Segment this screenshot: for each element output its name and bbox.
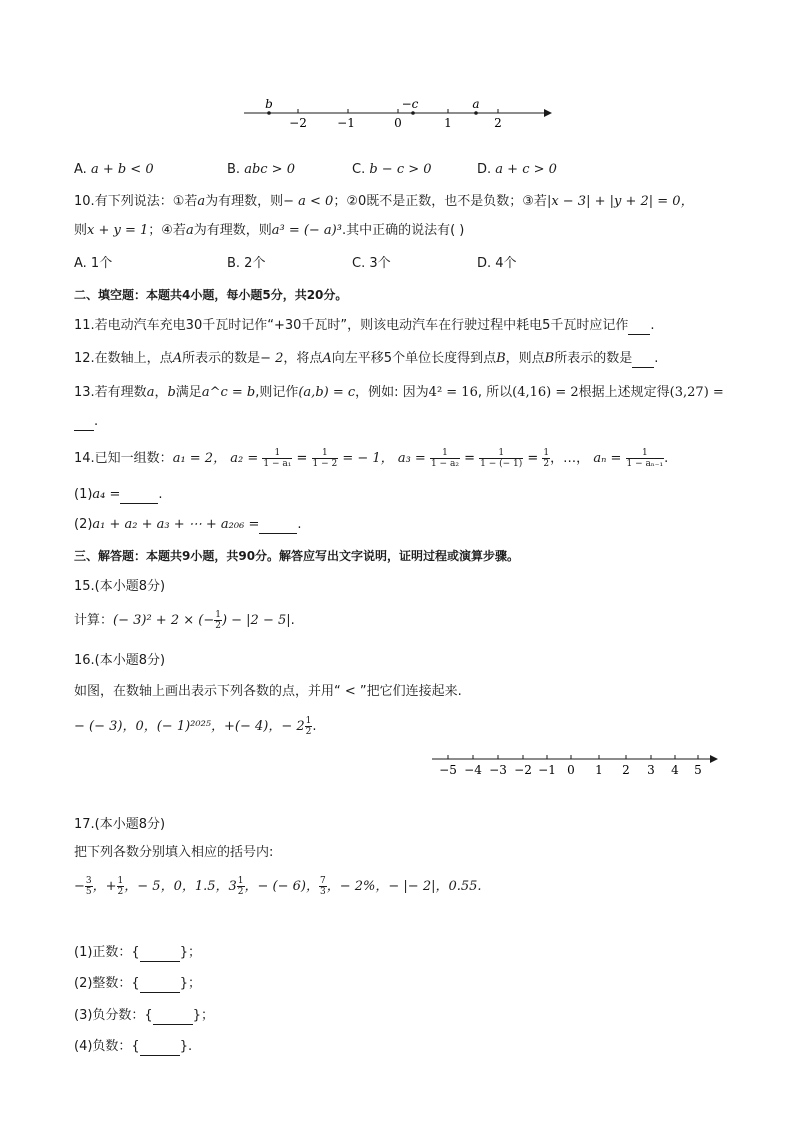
q10-option-b: B. 2个	[227, 256, 266, 271]
q17-numbers: − $\frac{3}{5}$ ，+ $\frac{1}{2}$ ，− 5，0，1.5，3 $\frac{1}{2}$ ，− (− 6)， $\frac{7}{3}$ ，− 2%，− |− 2|，0.55.	[74, 876, 482, 897]
section-3-heading: 三、解答题：本题共9小题，共90分。解答应写出文字说明，证明过程或演算步骤。	[74, 549, 520, 563]
q13-line1: 13.若有理数a，b满足a^c = b,则记作(a,b) = c，例如: 因为4² = 16, 所以(4,16) = 2根据上述规定得(3,27) =	[74, 385, 724, 400]
label-b: b	[265, 97, 273, 111]
q14-part1: (1)a₄ = .	[74, 487, 163, 502]
q14-part2: (2)a₁ + a₂ + a₃ + ⋯ + a₂₀₆ = .	[74, 517, 302, 532]
tick-label: 3	[647, 763, 655, 777]
q17-title: 17.(本小题8分)	[74, 817, 166, 832]
number-line-q9	[238, 92, 558, 132]
q13-line2: .	[74, 413, 98, 431]
q17-text: 把下列各数分别填入相应的括号内:	[74, 845, 274, 860]
tick-label: −1	[538, 763, 556, 777]
q17-item-integer: (2)整数：{ }；	[74, 976, 201, 991]
q16-numbers: − (− 3)，0，(− 1)²⁰²⁵，+(− 4)，− 2 $\frac{1}{2}$ .	[74, 716, 317, 737]
axis-arrow	[544, 109, 552, 117]
q16-title: 16.(本小题8分)	[74, 653, 166, 668]
q10-option-a: A. 1个	[74, 256, 113, 271]
q10-line2: 则x + y = 1；④若a为有理数，则a³ = (− a)³.其中正确的说法有( )	[74, 223, 465, 238]
q15-title: 15.(本小题8分)	[74, 579, 166, 594]
q9-option-a: A. a + b < 0	[74, 162, 154, 177]
tick-label: −4	[464, 763, 482, 777]
q15-expression: 计算：(− 3)² + 2 × (− $\frac{1}{2}$ ) − |2 − 5|.	[74, 610, 295, 631]
tick-label: −1	[337, 116, 355, 130]
tick-label: −5	[439, 763, 457, 777]
tick-label: 2	[622, 763, 630, 777]
tick-label: 1	[444, 116, 452, 130]
tick-label: 5	[694, 763, 702, 777]
q9-option-b: B. abc > 0	[227, 162, 295, 177]
label-a: a	[472, 97, 480, 111]
q10-option-c: C. 3个	[352, 256, 391, 271]
q10-option-d: D. 4个	[477, 256, 517, 271]
number-line-q16	[428, 748, 724, 780]
tick-label: 4	[671, 763, 679, 777]
q14: 14.已知一组数：a₁ = 2， a₂ = $\frac{1}{\text{1 − a₁}}$ = $\frac{1}{1 - 2}$ = − 1， a₃ = $\frac{1}{\text{1 − a₂}}$ = $\frac{1}{1 - (- 1)}$ = $\frac{1}{2}$ ，…， aₙ = $\frac{1}{\text{1 − aₙ₋₁}}$ .	[74, 448, 669, 469]
point-b	[267, 111, 271, 115]
section-2-heading: 二、填空题：本题共4小题，每小题5分，共20分。	[74, 288, 348, 302]
q11: 11.若电动汽车充电30千瓦时记作“+30千瓦时”，则该电动汽车在行驶过程中耗电5千瓦时应记作 .	[74, 318, 655, 333]
axis-arrow	[710, 755, 718, 763]
q9-option-c: C. b − c > 0	[352, 162, 432, 177]
q17-item-negative: (4)负数：{ }.	[74, 1039, 193, 1054]
label-neg-c: −c	[401, 97, 419, 111]
tick-label: −2	[289, 116, 307, 130]
q9-option-d: D. a + c > 0	[477, 162, 557, 177]
tick-label: 2	[494, 116, 502, 130]
point-neg-c	[411, 111, 415, 115]
tick-label: 1	[595, 763, 603, 777]
tick-label: 0	[567, 763, 575, 777]
point-a	[474, 111, 478, 115]
q17-item-negative-fraction: (3)负分数：{ }；	[74, 1008, 214, 1023]
q10-line1: 10.有下列说法：①若a为有理数，则− a < 0；②0既不是正数，也不是负数；③若|x − 3| + |y + 2| = 0，	[74, 194, 694, 209]
axis-ticks	[448, 755, 698, 759]
axis-ticks	[298, 109, 498, 113]
tick-label: 0	[394, 116, 402, 130]
q16-text: 如图，在数轴上画出表示下列各数的点，并用“ < ”把它们连接起来.	[74, 684, 462, 699]
tick-label: −2	[514, 763, 532, 777]
tick-label: −3	[489, 763, 507, 777]
q12: 12.在数轴上，点A所表示的数是− 2，将点A向左平移5个单位长度得到点B，则点B所表示的数是 .	[74, 351, 659, 366]
q17-item-positive: (1)正数：{ }；	[74, 945, 201, 960]
